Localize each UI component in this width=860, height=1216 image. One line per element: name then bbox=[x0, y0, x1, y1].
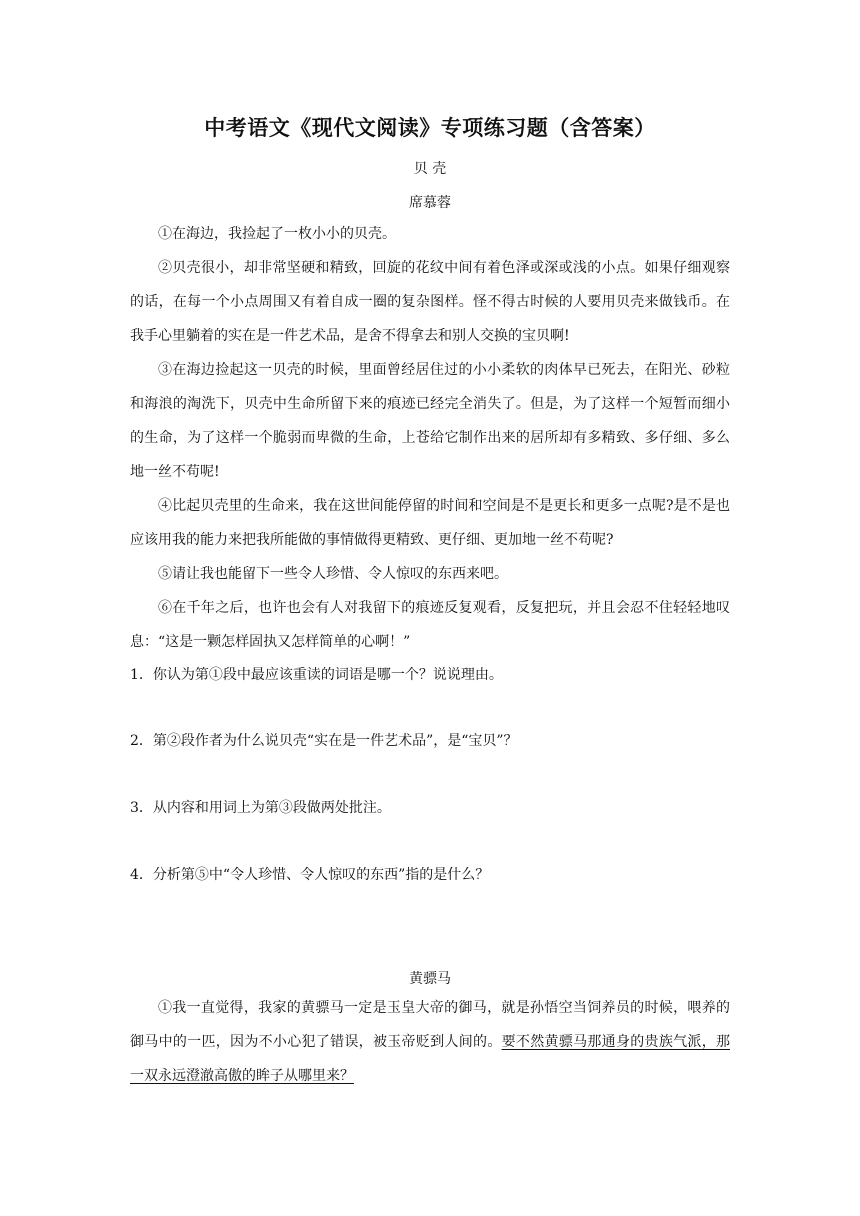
document-title: 中考语文《现代文阅读》专项练习题（含答案） bbox=[204, 116, 656, 140]
passage1-paragraph-5: ⑤请让我也能留下一些令人珍惜、令人惊叹的东西来吧。 bbox=[158, 566, 508, 582]
question-2: 2．第②段作者为什么说贝壳“实在是一件艺术品”，是“宝贝”？ bbox=[130, 733, 518, 749]
question-3: 3．从内容和用词上为第③段做两处批注。 bbox=[130, 800, 391, 816]
passage1-paragraph-2: ②贝壳很小，却非常坚硬和精致，回旋的花纹中间有着色泽或深或浅的小点。如果仔细观察的话，在每一个小点周围又有着自成一圈的复杂图样。怪不得古时候的人要用贝壳来做钱币。在我手心里躺着的实在是一件艺术品，是舍不得拿去和别人交换的宝贝啊! bbox=[130, 260, 730, 344]
passage1-paragraph-1: ①在海边，我捡起了一枚小小的贝壳。 bbox=[158, 226, 396, 242]
passage1-author: 席慕蓉 bbox=[409, 195, 451, 211]
passage2-underlined-sentence: 要不然黄骠马那通身的贵族气派，那一双永远澄澈高傲的眸子从哪里来？ bbox=[130, 1034, 730, 1084]
passage1-paragraph-6: ⑥在千年之后，也许也会有人对我留下的痕迹反复观看，反复把玩，并且会忍不住轻轻地叹息：“这是一颗怎样固执又怎样简单的心啊！” bbox=[130, 600, 730, 650]
passage1-paragraph-4: ④比起贝壳里的生命来，我在这世间能停留的时间和空间是不是更长和更多一点呢?是不是也应该用我的能力来把我所能做的事情做得更精致、更仔细、更加地一丝不苟呢? bbox=[130, 498, 730, 548]
passage2-paragraph-1 bbox=[130, 991, 730, 1093]
passage2-paragraph-1-text: ①我一直觉得，我家的黄骠马一定是玉皇大帝的御马，就是孙悟空当饲养员的时候，喂养的御马中的一匹，因为不小心犯了错误，被玉帝贬到人间的。 bbox=[130, 1000, 730, 1050]
question-4: 4．分析第⑤中“令人珍惜、令人惊叹的东西”指的是什么？ bbox=[130, 867, 490, 883]
passage1-title: 贝 壳 bbox=[413, 161, 447, 177]
question-1: 1．你认为第①段中最应该重读的词语是哪一个？说说理由。 bbox=[130, 667, 503, 683]
passage2-title: 黄骠马 bbox=[409, 971, 451, 987]
passage1-paragraph-3: ③在海边捡起这一贝壳的时候，里面曾经居住过的小小柔软的肉体早已死去，在阳光、砂粒和海浪的淘洗下，贝壳中生命所留下来的痕迹已经完全消失了。但是，为了这样一个短暂而细小的生命，为了这样一个脆弱而卑微的生命，上苍给它制作出来的居所却有多精致、多仔细、多么地一丝不苟呢! bbox=[130, 362, 730, 480]
